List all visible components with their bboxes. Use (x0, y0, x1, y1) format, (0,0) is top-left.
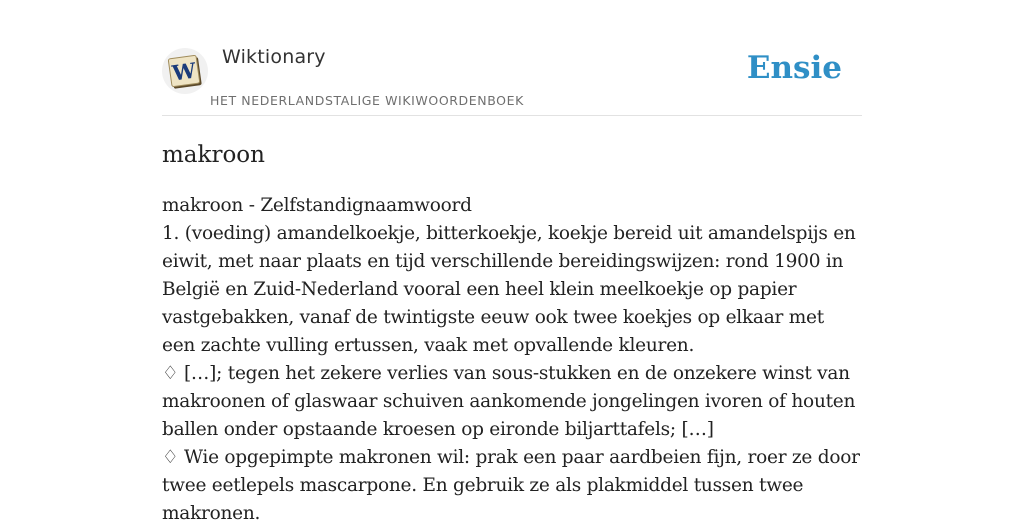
example-quote: ♢ […]; tegen het zekere verlies van sous-stukken en de onzekere winst van makroonen of glaswaar schuiven aankomende jongelingen ivoren of houten ballen onder opstaande kroesen op eironde biljarttafels; […] (162, 363, 856, 440)
wiktionary-logo-svg (162, 48, 208, 94)
page-title: makroon (162, 142, 265, 168)
wiktionary-logo-icon[interactable] (162, 48, 208, 94)
site-header (162, 44, 862, 116)
definition-text: 1. (voeding) amandelkoekje, bitterkoekje, koekje bereid uit amandelspijs en eiwit, met naar plaats en tijd verschillende bereidingswijzen: rond 1900 in België en Zuid-Nederland vooral een heel klein meelkoekje op papier vastgebakken, vanaf de twintigste eeuw ook twee koekjes op elkaar met een zachte vulling ertussen, vaak met opvallende kleuren. (162, 223, 856, 356)
entry-content (162, 140, 862, 528)
definition-block (162, 192, 862, 528)
svg-text:W: W (170, 57, 198, 86)
site-name[interactable]: Wiktionary (222, 46, 326, 68)
ensie-brand-link[interactable]: Ensie (746, 50, 842, 86)
site-tagline: HET NEDERLANDSTALIGE WIKIWOORDENBOEK (210, 93, 524, 108)
example-quote: ♢ Wie opgepimpte makronen wil: prak een paar aardbeien fijn, roer ze door twee eetlepels mascarpone. En gebruik ze als plakmiddel tussen twee makronen. (162, 447, 860, 524)
word-class: makroon - Zelfstandignaamwoord (162, 195, 472, 216)
